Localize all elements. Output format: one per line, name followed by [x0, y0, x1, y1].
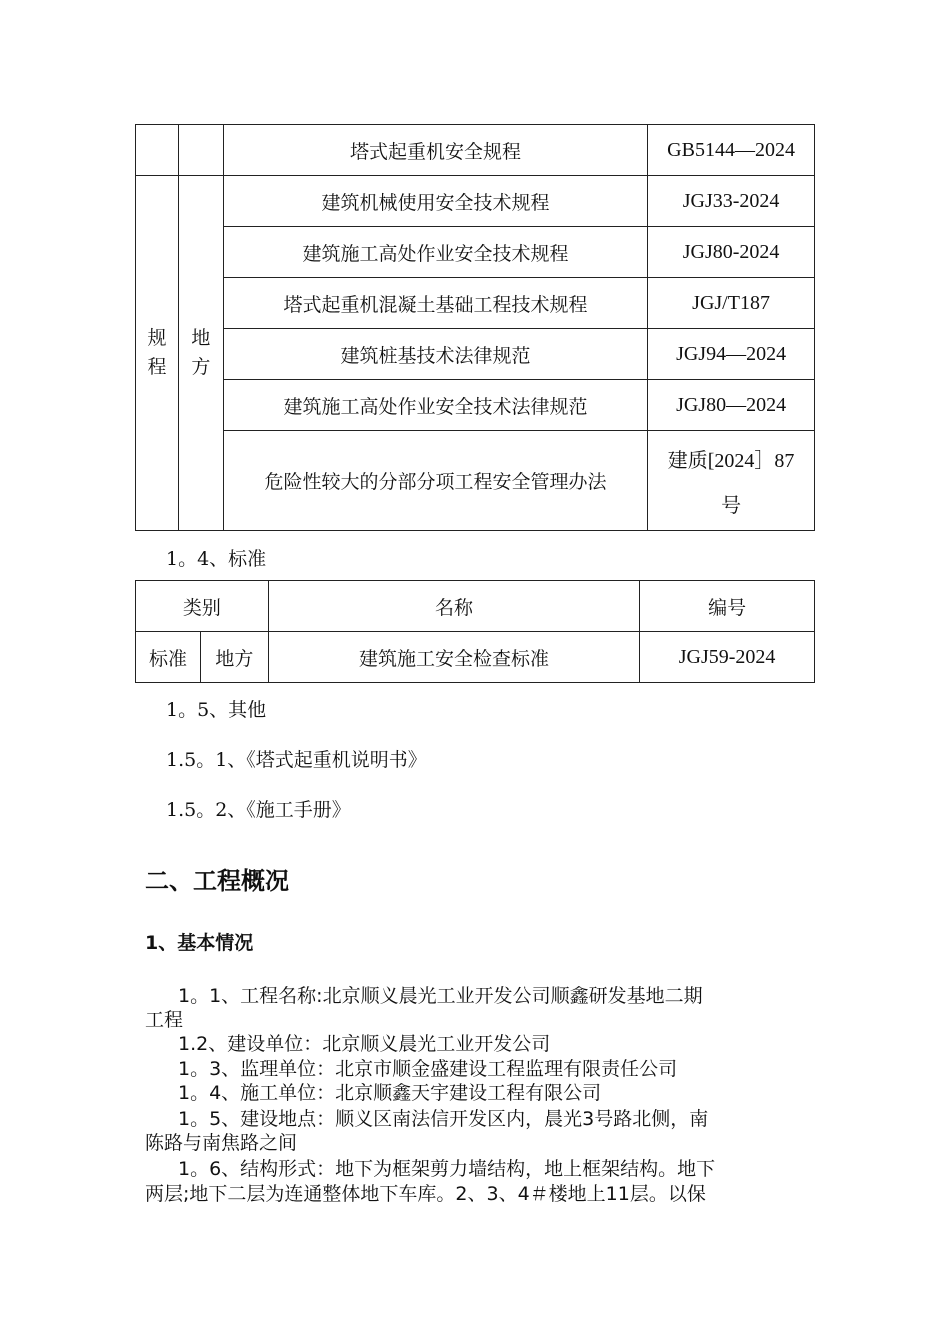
paragraph-line: 1。5、建设地点：顺义区南法信开发区内，晨光3号路北侧，南 — [178, 1108, 709, 1130]
category-cell — [136, 176, 179, 531]
table-row — [136, 380, 815, 431]
regulation-name: 危险性较大的分部分项工程安全管理办法 — [223, 431, 647, 531]
regulation-name: 建筑机械使用安全技术规程 — [223, 176, 647, 227]
regulation-code-line2: 号 — [721, 494, 742, 517]
regulation-code: JGJ94—2024 — [648, 329, 815, 380]
header-name: 名称 — [268, 581, 639, 632]
item-1-5-1: 1.5。1、《塔式起重机说明书》 — [166, 749, 427, 771]
table-row — [136, 176, 815, 227]
regulation-name: 塔式起重机安全规程 — [223, 125, 647, 176]
table-row — [136, 278, 815, 329]
regulation-code: JGJ80-2024 — [648, 227, 815, 278]
table-header-row — [136, 581, 815, 632]
standards-table-1 — [135, 124, 815, 531]
regulation-code: JGJ80—2024 — [648, 380, 815, 431]
regulation-code-line1: 建质[2024］87 — [667, 449, 795, 472]
regulation-code: GB5144—2024 — [648, 125, 815, 176]
paragraph-line: 1。1、工程名称:北京顺义晨光工业开发公司顺鑫研发基地二期 — [178, 985, 703, 1007]
table-row — [136, 431, 815, 531]
regulation-name: 建筑施工高处作业安全技术规程 — [223, 227, 647, 278]
standard-code: JGJ59-2024 — [640, 632, 815, 683]
regulation-code — [648, 431, 815, 531]
regulation-code: JGJ33-2024 — [648, 176, 815, 227]
subcategory-cell — [178, 176, 223, 531]
subcategory-cell: 地方 — [200, 632, 268, 683]
table-row — [136, 125, 815, 176]
chapter-heading: 二、工程概况 — [145, 867, 289, 895]
section-1-5-heading: 1。5、其他 — [166, 699, 267, 721]
regulation-name: 建筑桩基技术法律规范 — [223, 329, 647, 380]
regulation-code: JGJ/T187 — [648, 278, 815, 329]
table-cell — [178, 125, 223, 176]
section-heading: 1、基本情况 — [145, 932, 254, 954]
paragraph-line: 两层;地下二层为连通整体地下车库。2、3、4＃楼地上11层。以保 — [145, 1183, 706, 1205]
paragraph-line: 工程 — [145, 1009, 184, 1031]
subcategory-char-2: 方 — [191, 356, 211, 378]
paragraph-line: 1。3、监理单位：北京市顺金盛建设工程监理有限责任公司 — [178, 1058, 678, 1080]
item-1-5-2: 1.5。2、《施工手册》 — [166, 799, 351, 821]
paragraph-line: 陈路与南焦路之间 — [145, 1132, 298, 1154]
paragraph-line: 1.2、建设单位：北京顺义晨光工业开发公司 — [178, 1033, 551, 1055]
section-1-4-heading: 1。4、标准 — [166, 548, 267, 570]
standards-table-2 — [135, 580, 815, 683]
standard-name: 建筑施工安全检查标准 — [268, 632, 639, 683]
header-category: 类别 — [136, 581, 269, 632]
regulation-name: 建筑施工高处作业安全技术法律规范 — [223, 380, 647, 431]
table-row — [136, 227, 815, 278]
table-row — [136, 632, 815, 683]
table-cell — [136, 125, 179, 176]
paragraph-line: 1。6、结构形式：地下为框架剪力墙结构，地上框架结构。地下 — [178, 1158, 716, 1180]
category-char-1: 规 — [147, 327, 167, 349]
subcategory-char-1: 地 — [191, 327, 211, 349]
regulation-name: 塔式起重机混凝土基础工程技术规程 — [223, 278, 647, 329]
category-char-2: 程 — [147, 356, 167, 378]
table-row — [136, 329, 815, 380]
category-cell: 标准 — [136, 632, 201, 683]
paragraph-line: 1。4、施工单位：北京顺鑫天宇建设工程有限公司 — [178, 1082, 602, 1104]
header-code: 编号 — [640, 581, 815, 632]
